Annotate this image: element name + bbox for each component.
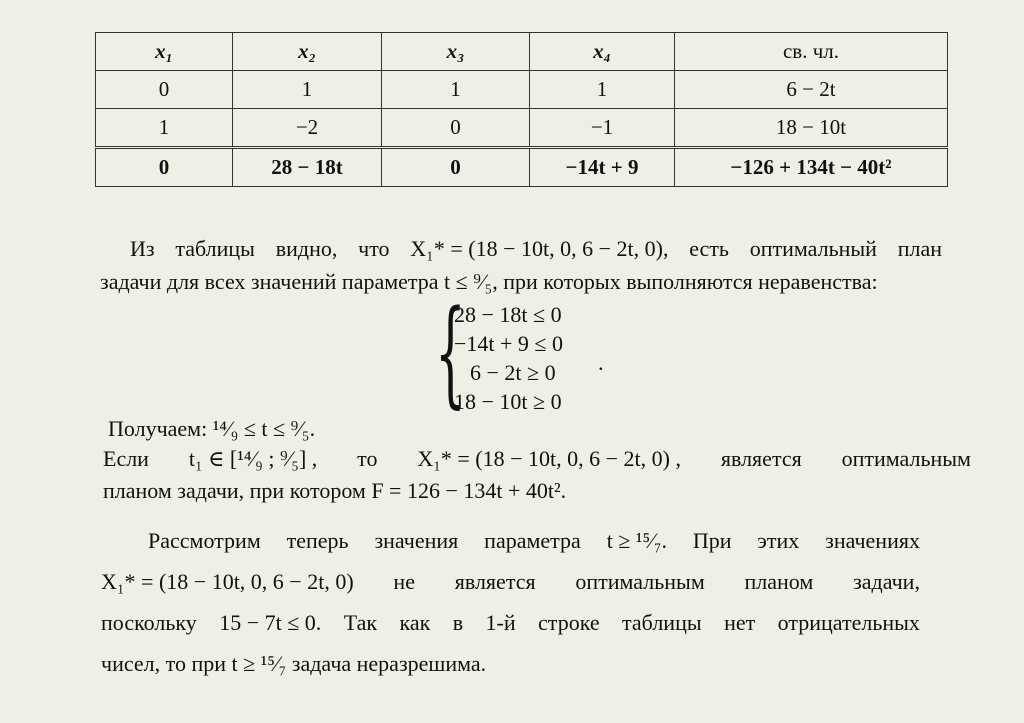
paragraph-2-line-2 [103, 448, 971, 470]
system-line: −14t + 9 ≤ 0 [454, 331, 564, 356]
word: нет [724, 610, 756, 635]
word: При [692, 528, 732, 553]
word: Если [103, 446, 149, 471]
word: как [399, 610, 431, 635]
word: не [393, 569, 415, 594]
table-cell: 1 [530, 71, 675, 109]
header-cell: x₂ [233, 33, 382, 71]
word: план [897, 236, 942, 261]
formula: X₁* = (18 − 10t, 0, 6 − 2t, 0), [410, 236, 669, 261]
table-cell: −2 [233, 109, 382, 148]
word: этих [757, 528, 800, 553]
paragraph-2-line-1: Получаем: ¹⁴⁄₉ ≤ t ≤ ⁹⁄₅. [108, 416, 316, 441]
table-cell: 1 [382, 71, 530, 109]
simplex-table [95, 32, 948, 187]
paragraph-3-line-1 [148, 530, 920, 552]
word: является [720, 446, 802, 471]
table-cell: −14t + 9 [530, 148, 675, 187]
paragraph-1-line-1 [130, 238, 942, 260]
system-brace: { [435, 286, 466, 420]
table-cell: 1 [233, 71, 382, 109]
header-cell: св. чл. [675, 33, 948, 71]
paragraph-2-line-3: планом задачи, при котором F = 126 − 134t + 40t². [103, 478, 567, 503]
header-cell: x₃ [382, 33, 530, 71]
table-header-row [96, 33, 948, 71]
word: отрицательных [777, 610, 920, 635]
word: таблицы [622, 610, 702, 635]
table-cell: 0 [96, 148, 233, 187]
table-cell: −1 [530, 109, 675, 148]
word: то [357, 446, 378, 471]
formula: 15 − 7t ≤ 0. [219, 610, 322, 635]
table-cell: −126 + 134t − 40t² [675, 148, 948, 187]
word: значения [374, 528, 459, 553]
header-cell: x₁ [96, 33, 233, 71]
word: Из [130, 236, 155, 261]
word: что [358, 236, 390, 261]
paragraph-1-line-2: задачи для всех значений параметра t ≤ ⁹⁄₅, при которых выполняются неравенства: [100, 269, 878, 294]
system-line: 6 − 2t ≥ 0 [470, 360, 556, 385]
table-row [96, 71, 948, 109]
table-cell: 1 [96, 109, 233, 148]
formula: t ≥ ¹⁵⁄₇. [606, 528, 667, 553]
table-cell: 0 [96, 71, 233, 109]
word: оптимальным [575, 569, 705, 594]
table-row [96, 109, 948, 148]
table-cell: 28 − 18t [233, 148, 382, 187]
word: видно, [275, 236, 338, 261]
word: строке [538, 610, 600, 635]
word: таблицы [175, 236, 255, 261]
header-cell: x₄ [530, 33, 675, 71]
word: в [452, 610, 464, 635]
table-cell: 0 [382, 109, 530, 148]
formula: X₁* = (18 − 10t, 0, 6 − 2t, 0) , [417, 446, 681, 471]
table-row-index [96, 148, 948, 187]
word: Так [343, 610, 378, 635]
word: параметра [484, 528, 581, 553]
system-line: 28 − 18t ≤ 0 [454, 302, 562, 327]
formula: X₁* = (18 − 10t, 0, 6 − 2t, 0) [101, 569, 354, 594]
word: теперь [286, 528, 349, 553]
table-cell: 6 − 2t [675, 71, 948, 109]
word: 1-й [485, 610, 516, 635]
paragraph-3-line-2 [101, 571, 920, 593]
word: является [454, 569, 536, 594]
word: планом [744, 569, 814, 594]
formula: t₁ ∈ [¹⁴⁄₉ ; ⁹⁄₅] , [188, 446, 318, 471]
word: поскольку [101, 610, 197, 635]
word: значениях [825, 528, 920, 553]
system-line: 18 − 10t ≥ 0 [454, 389, 562, 414]
word: оптимальным [841, 446, 971, 471]
paragraph-3-line-3 [101, 612, 920, 634]
word: задачи, [853, 569, 920, 594]
table-cell: 0 [382, 148, 530, 187]
word: оптимальный [749, 236, 877, 261]
table-cell: 18 − 10t [675, 109, 948, 148]
system-dot: . [598, 350, 604, 375]
word: есть [689, 236, 729, 261]
word: Рассмотрим [148, 528, 261, 553]
paragraph-3-line-4: чисел, то при t ≥ ¹⁵⁄₇ задача неразрешима. [101, 651, 487, 676]
